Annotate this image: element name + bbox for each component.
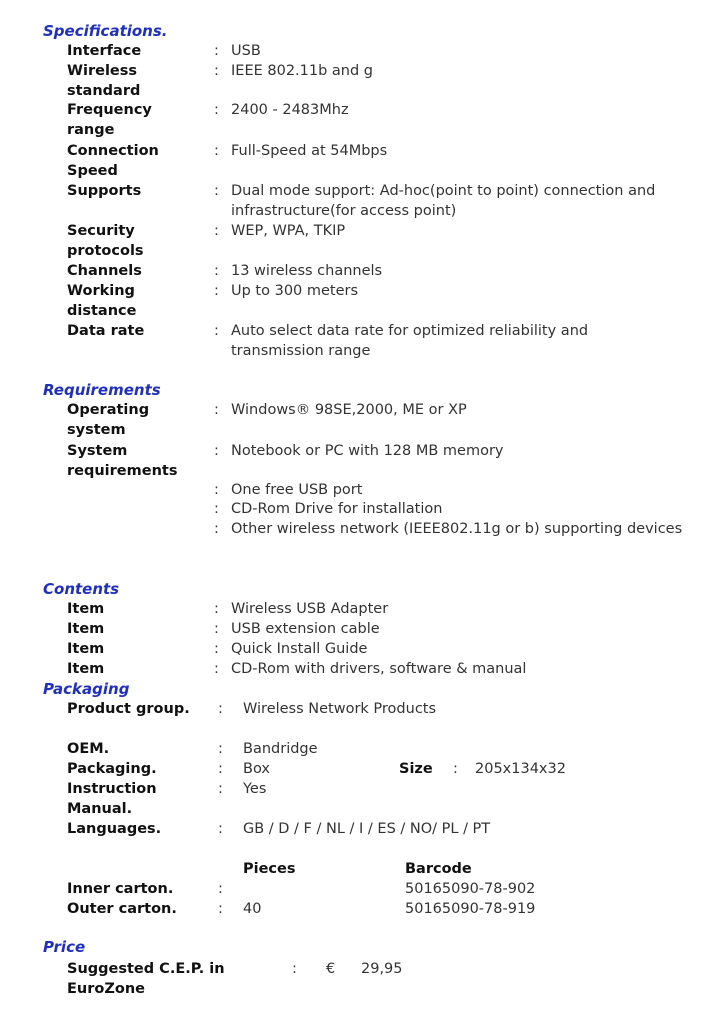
colon: : [214,482,219,498]
carton-barcode: 50165090-78-919 [405,901,536,917]
barcode-header: Barcode [405,861,472,877]
colon: : [292,961,297,977]
contents-label: Item [67,641,105,657]
colon: : [218,881,223,897]
spec-label: Supports [67,183,142,199]
colon: : [218,741,223,757]
requirement-value: CD-Rom Drive for installation [231,501,443,517]
colon: : [214,63,219,79]
packaging-value: GB / D / F / NL / I / ES / NO/ PL / PT [243,821,491,837]
colon: : [218,761,223,777]
spec-value: Full-Speed at 54Mbps [231,143,388,159]
colon: : [214,501,219,517]
colon: : [218,701,223,717]
currency-symbol: € [326,961,336,977]
price-label: Suggested C.E.P. in EuroZone [67,961,225,997]
spec-value: USB [231,43,261,59]
spec-label: Channels [67,263,142,279]
spec-label: Interface [67,43,142,59]
colon: : [214,223,219,239]
spec-label: Security protocols [67,223,144,259]
spec-value: WEP, WPA, TKIP [231,223,346,239]
spec-label: Wireless standard [67,63,141,99]
requirement-label: Operating system [67,402,150,438]
packaging-label: Packaging. [67,761,157,777]
contents-value: USB extension cable [231,621,380,637]
carton-pieces: 40 [243,901,262,917]
section-title-specifications: Specifications. [43,22,168,40]
colon: : [214,183,219,199]
packaging-label: Product group. [67,701,190,717]
section-title-requirements: Requirements [43,381,161,399]
colon: : [214,621,219,637]
colon: : [214,102,219,118]
size-label: Size [399,761,433,777]
requirement-value: Other wireless network (IEEE802.11g or b) supporting devices [231,521,683,537]
size-value: 205x134x32 [475,761,566,777]
packaging-value: Yes [243,781,267,797]
packaging-label: Instruction Manual. [67,781,157,817]
carton-label: Outer carton. [67,901,177,917]
spec-label: Frequency range [67,102,152,138]
packaging-value: Wireless Network Products [243,701,437,717]
requirement-value: Windows® 98SE,2000, ME or XP [231,402,467,418]
spec-value: Dual mode support: Ad-hoc(point to point) connection and infrastructure(for access point) [231,183,656,219]
colon: : [214,263,219,279]
packaging-label: OEM. [67,741,110,757]
colon: : [214,521,219,537]
spec-value: IEEE 802.11b and g [231,63,374,79]
spec-value: 13 wireless channels [231,263,383,279]
packaging-value: Bandridge [243,741,318,757]
contents-label: Item [67,601,105,617]
spec-value: Up to 300 meters [231,283,359,299]
contents-label: Item [67,661,105,677]
spec-label: Working distance [67,283,137,319]
spec-value: Auto select data rate for optimized reliability and transmission range [231,323,589,359]
colon: : [214,323,219,339]
colon: : [218,901,223,917]
colon: : [214,443,219,459]
contents-value: Wireless USB Adapter [231,601,389,617]
spec-value: 2400 - 2483Mhz [231,102,349,118]
colon: : [214,641,219,657]
contents-label: Item [67,621,105,637]
colon: : [214,402,219,418]
contents-value: CD-Rom with drivers, software & manual [231,661,527,677]
pieces-header: Pieces [243,861,296,877]
colon: : [214,601,219,617]
colon: : [218,821,223,837]
colon: : [214,661,219,677]
colon: : [218,781,223,797]
requirement-value: Notebook or PC with 128 MB memory [231,443,504,459]
packaging-value: Box [243,761,270,777]
requirement-label: System requirements [67,443,178,479]
carton-label: Inner carton. [67,881,174,897]
colon: : [453,761,458,777]
requirement-value: One free USB port [231,482,363,498]
section-title-price: Price [43,938,86,956]
section-title-contents: Contents [43,580,120,598]
colon: : [214,283,219,299]
contents-value: Quick Install Guide [231,641,368,657]
price-amount: 29,95 [361,961,403,977]
spec-label: Connection Speed [67,143,159,179]
spec-label: Data rate [67,323,145,339]
carton-barcode: 50165090-78-902 [405,881,536,897]
packaging-label: Languages. [67,821,162,837]
colon: : [214,43,219,59]
colon: : [214,143,219,159]
section-title-packaging: Packaging [43,680,130,698]
